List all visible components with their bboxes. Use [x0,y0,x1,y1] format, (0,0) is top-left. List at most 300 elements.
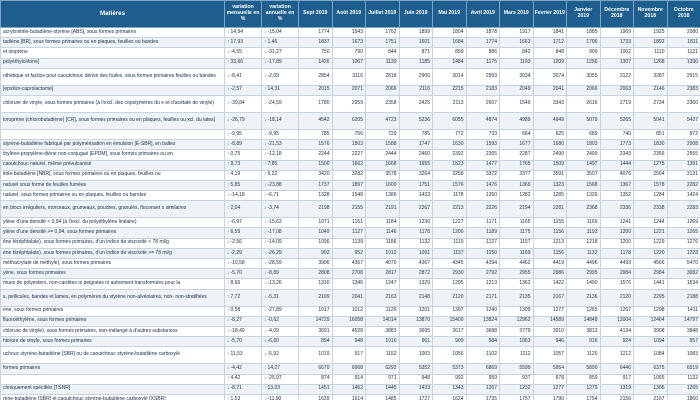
arrow-up-icon: ↑ [227,151,230,158]
monthly-value-cell: 1422 [533,279,567,289]
monthly-value-cell: 1680 [533,140,567,150]
monthly-value-cell: 1860 [667,394,700,400]
annual-variation-cell [262,374,299,384]
monthly-value-cell: 984 [466,337,500,347]
material-name-cell: ène téréphtalate), sous formes primaires, d'un indice de viscosité >= 78 ml/g [1,248,225,258]
arrow-down-icon: ↓ [227,337,230,344]
arrow-down-icon: ↓ [264,239,267,246]
monthly-value-cell: 4493 [600,259,634,269]
annual-variation-cell [262,326,299,336]
monthly-value-cell: 1132 [667,374,700,384]
monthly-variation-cell [225,218,262,228]
monthly-value-cell: 1578 [634,180,668,190]
monthly-value-cell: 1663 [500,38,534,48]
monthly-value-cell: 6519 [667,364,700,374]
monthly-value-cell: 1352 [600,191,634,201]
monthly-variation-value: -8,71 [230,385,242,392]
monthly-value-cell: 1230 [399,218,433,228]
monthly-value-cell: 937 [500,374,534,384]
monthly-variation-value: 4,19 [230,171,241,178]
annual-variation-value: -17,08 [267,229,282,236]
annual-variation-cell [262,279,299,289]
table-row[interactable] [1,337,700,347]
table-row[interactable] [1,58,700,68]
monthly-value-cell: 1543 [332,28,366,38]
monthly-value-cell: 3372 [466,170,500,180]
table-row[interactable] [1,259,700,269]
arrow-down-icon: ↓ [227,117,230,124]
table-row[interactable] [1,248,700,258]
table-row[interactable] [1,150,700,160]
monthly-value-cell: 1733 [600,38,634,48]
monthly-variation-cell [225,289,262,306]
material-name-cell: nthétique et factice pour caoutchouc dérivé des huiles, sous formes primaires feuilles ou bandes [1,68,225,85]
monthly-value-cell: 1003 [399,347,433,364]
monthly-variation-cell [225,150,262,160]
monthly-value-cell: 1282 [500,191,534,201]
arrow-down-icon: ↓ [264,249,267,256]
monthly-variation-value: 14,94 [230,28,244,35]
arrow-down-icon: ↓ [264,337,267,344]
monthly-value-cell: 1057 [533,347,567,364]
monthly-value-cell: 1774 [299,28,333,38]
monthly-value-cell: 1500 [299,160,333,170]
monthly-value-cell: 1150 [466,248,500,258]
table-row[interactable] [1,38,700,48]
annual-variation-cell [262,289,299,306]
monthly-value-cell: 1841 [533,28,567,38]
annual-variation-value: -4,09 [267,327,279,334]
monthly-value-cell: 1484 [433,58,467,68]
arrow-up-icon: ↑ [227,307,230,314]
monthly-variation-value: 0,58 [230,307,241,314]
annual-variation-cell [262,170,299,180]
monthly-value-cell: 2015 [299,85,333,95]
arrow-up-icon: ↑ [264,171,267,178]
monthly-value-cell: 2817 [366,269,400,279]
annual-variation-cell [262,140,299,150]
table-row[interactable] [1,129,700,139]
monthly-value-cell: 3507 [567,170,601,180]
monthly-value-cell: 4345 [433,259,467,269]
monthly-value-cell: 1121 [667,48,700,58]
monthly-value-cell: 664 [500,129,534,139]
monthly-variation-value: -4,42 [230,365,242,372]
arrow-up-icon: ↑ [264,38,267,45]
monthly-value-cell: 5079 [567,112,601,129]
monthly-variation-value: -2,56 [230,239,242,246]
monthly-value-cell: 844 [366,48,400,58]
monthly-value-cell: 909 [433,337,467,347]
monthly-value-cell: 2199 [299,289,333,306]
monthly-value-cell: 1433 [399,384,433,394]
monthly-value-cell: 1227 [433,218,467,228]
monthly-value-cell: 1444 [600,160,634,170]
annual-variation-value: -6,60 [267,337,279,344]
table-row[interactable] [1,95,700,112]
monthly-variation-value: -4,55 [230,49,242,56]
arrow-down-icon: ↓ [227,385,230,392]
monthly-variation-cell [225,112,262,129]
material-name-cell: chniquement spécifiés [TSNR] [1,384,225,394]
monthly-value-cell: 2444 [366,150,400,160]
table-row[interactable] [1,68,700,85]
arrow-down-icon: ↓ [264,218,267,225]
monthly-value-cell: 1067 [332,58,366,68]
annual-variation-value: -8,89 [267,269,279,276]
monthly-value-cell: 2198 [299,201,333,218]
arrow-up-icon: ↑ [227,229,230,236]
column-header-month[interactable]: Décembre 2018 [600,1,634,28]
annual-variation-cell [262,269,299,279]
monthly-value-cell: 2163 [366,289,400,306]
annual-variation-value: -17,89 [267,59,282,66]
monthly-value-cell: 2281 [533,201,567,218]
table-row[interactable] [1,289,700,306]
monthly-value-cell: 1002 [600,48,634,58]
monthly-value-cell: 1330 [299,279,333,289]
monthly-value-cell: 1593 [466,140,500,150]
monthly-value-cell: 2792 [466,269,500,279]
monthly-value-cell: 1350 [466,191,500,201]
monthly-value-cell: 2719 [600,95,634,112]
table-row[interactable] [1,384,700,394]
monthly-value-cell: 2872 [399,269,433,279]
monthly-value-cell: 1276 [667,238,700,248]
monthly-value-cell: 729 [366,129,400,139]
monthly-value-cell: 4989 [500,112,534,129]
monthly-value-cell: 1424 [667,191,700,201]
column-header-month[interactable]: Juin 2019 [399,1,433,28]
monthly-value-cell: 2071 [332,85,366,95]
monthly-value-cell: 3131 [667,170,700,180]
monthly-value-cell: 3617 [433,326,467,336]
column-header-month[interactable]: Juillet 2019 [366,1,400,28]
monthly-value-cell: 3591 [533,170,567,180]
table-row[interactable] [1,170,700,180]
table-row[interactable] [1,112,700,129]
annual-variation-cell [262,58,299,68]
monthly-value-cell: 1735 [466,394,500,400]
monthly-value-cell: 2734 [634,95,668,112]
monthly-value-cell: 2383 [667,85,700,95]
annual-variation-cell [262,38,299,48]
monthly-variation-value: 1,53 [230,395,241,400]
monthly-value-cell: 2295 [634,289,668,306]
monthly-value-cell: 2167 [634,394,668,400]
table-row[interactable] [1,238,700,248]
table-row[interactable] [1,160,700,170]
arrow-up-icon: ↑ [227,161,230,168]
annual-variation-value: -26,29 [267,249,282,256]
arrow-down-icon: ↓ [264,327,267,334]
monthly-value-cell: 1969 [600,28,634,38]
table-row[interactable] [1,364,700,374]
monthly-value-cell: 2080 [667,28,700,38]
material-name-cell: thylène-propylène-diène non-conjugué [EPDM], sous formes primaires ou en [1,150,225,160]
monthly-value-cell: 785 [299,129,333,139]
annual-variation-cell [262,337,299,347]
annual-variation-cell [262,150,299,160]
monthly-value-cell: 1837 [299,38,333,48]
monthly-value-cell: 1184 [366,218,400,228]
monthly-value-cell: 1165 [500,218,534,228]
monthly-value-cell: 1773 [600,140,634,150]
arrow-down-icon: ↓ [264,117,267,124]
material-name-cell: ène téréphtalate), sous formes primaires, d'un indice de viscosité < 78 ml/g [1,238,225,248]
column-header-month[interactable]: Sept 2019 [299,1,333,28]
monthly-value-cell: 1305 [634,384,668,394]
table-row[interactable] [1,316,700,326]
monthly-value-cell: 2336 [600,201,634,218]
monthly-value-cell: 5954 [533,364,567,374]
arrow-up-icon: ↑ [227,205,230,212]
table-row[interactable] [1,28,700,38]
monthly-value-cell: 6968 [332,364,366,374]
monthly-value-cell: 1445 [366,384,400,394]
annual-variation-cell [262,316,299,326]
table-row[interactable] [1,228,700,238]
column-header-month[interactable]: Octobre 2018 [667,1,700,28]
monthly-value-cell: 1256 [567,58,601,68]
monthly-value-cell: 1049 [299,228,333,238]
monthly-value-cell: 5373 [433,364,467,374]
monthly-value-cell: 1171 [466,218,500,228]
monthly-value-cell: 1129 [366,306,400,316]
monthly-value-cell: 1200 [600,238,634,248]
monthly-value-cell: 1534 [667,279,700,289]
material-name-cell: yène, sous formes primaires [1,269,225,279]
monthly-value-cell: 2041 [332,289,366,306]
monthly-value-cell: 2146 [634,85,668,95]
material-name-cell: mues de polyesters, non-cardées ni peignées ni autrement transformées pour la [1,279,225,289]
monthly-value-cell: 1639 [299,394,333,400]
table-row[interactable] [1,48,700,58]
monthly-value-cell: 1178 [600,248,634,258]
column-header-matieres[interactable]: Matières [1,1,225,28]
material-name-cell: polyéthylcétone] [1,58,225,68]
monthly-value-cell: 1754 [567,394,601,400]
monthly-value-cell: 3122 [600,68,634,85]
column-header-month[interactable]: Mai 2019 [433,1,467,28]
arrow-down-icon: ↓ [264,28,267,35]
column-header-variation-mensuelle[interactable]: variation mensuelle en % [225,1,262,28]
column-header-month[interactable]: Mars 2019 [500,1,534,28]
monthly-value-cell: 1091 [399,248,433,258]
arrow-down-icon: ↓ [264,307,267,314]
table-row[interactable] [1,326,700,336]
monthly-variation-cell [225,384,262,394]
monthly-value-cell: 3055 [567,68,601,85]
monthly-value-cell: 1662 [332,160,366,170]
table-row[interactable] [1,140,700,150]
material-name-cell: naturel, sous formes primaires ou en plaques, feuilles ou bandes [1,191,225,201]
table-row[interactable] [1,374,700,384]
monthly-value-cell: 1668 [366,160,400,170]
monthly-value-cell: 2213 [433,201,467,218]
monthly-variation-cell [225,228,262,238]
annual-variation-cell [262,85,299,95]
monthly-value-cell: 1568 [567,180,601,190]
monthly-value-cell: 3074 [533,68,567,85]
table-row[interactable] [1,85,700,95]
monthly-value-cell: 1917 [500,28,534,38]
monthly-value-cell: 14797 [667,316,700,326]
monthly-variation-value: -2,57 [230,86,242,93]
arrow-down-icon: ↓ [264,259,267,266]
monthly-value-cell: 1712 [533,38,567,48]
table-row[interactable] [1,347,700,364]
annual-variation-cell [262,191,299,201]
table-row[interactable] [1,394,700,400]
arrow-down-icon: ↓ [264,100,267,107]
monthly-value-cell: 948 [399,374,433,384]
annual-variation-value: -24,59 [267,100,282,107]
monthly-variation-cell [225,58,262,68]
monthly-value-cell: 3910 [533,326,567,336]
arrow-up-icon: ↑ [227,293,230,300]
monthly-value-cell: 2343 [600,150,634,160]
monthly-value-cell: 1614 [332,394,366,400]
material-name-cell: itrile-butadiène [NBR], sous formes primaires ou en plaques, feuilles ou [1,170,225,180]
monthly-value-cell: 16058 [332,316,366,326]
annual-variation-value: 14,31 [267,86,281,93]
monthly-value-cell: 1119 [433,238,467,248]
column-header-month[interactable]: Août 2019 [332,1,366,28]
monthly-value-cell: 2267 [399,201,433,218]
material-name-cell: naturel sous forme de feuilles fumées [1,180,225,190]
monthly-value-cell: 4367 [332,259,366,269]
arrow-down-icon: ↓ [227,28,230,35]
arrow-down-icon: ↓ [227,259,230,266]
monthly-value-cell: 2993 [466,68,500,85]
monthly-value-cell: 1213 [466,279,500,289]
table-row[interactable] [1,218,700,228]
monthly-variation-value: -2,29 [230,249,242,256]
monthly-value-cell: 2959 [332,95,366,112]
monthly-value-cell: 1112 [500,347,534,364]
annual-variation-cell [262,364,299,374]
monthly-value-cell: 1132 [399,238,433,248]
monthly-value-cell: 4566 [634,259,668,269]
monthly-variation-value: -8,27 [230,317,242,324]
table-row[interactable] [1,180,700,190]
monthly-value-cell: 1056 [433,347,467,364]
arrow-down-icon: ↓ [264,375,267,382]
monthly-value-cell: 1200 [600,228,634,238]
monthly-value-cell: 2708 [332,269,366,279]
monthly-value-cell: 1762 [366,28,400,38]
monthly-variation-value: 8,66 [230,280,241,287]
monthly-variation-value: -9,95 [230,130,242,137]
monthly-variation-value: 9,73 [230,161,241,168]
arrow-down-icon: ↓ [264,317,267,324]
monthly-value-cell: 2113 [433,95,467,112]
monthly-value-cell: 1232 [500,384,534,394]
monthly-value-cell: 1017 [299,306,333,316]
monthly-value-cell: 1065 [634,374,668,384]
column-header-month[interactable]: Novembre 2018 [634,1,668,28]
column-header-month[interactable]: Janvier 2019 [567,1,601,28]
material-name-cell: ène, sous formes primaires [1,306,225,316]
monthly-value-cell: 946 [533,337,567,347]
monthly-value-cell: 1803 [567,140,601,150]
arrow-up-icon: ↑ [227,280,230,287]
column-header-month[interactable]: Fevrier 2019 [533,1,567,28]
column-header-variation-annuelle[interactable]: variation annuelle en % [262,1,299,28]
table-row[interactable] [1,269,700,279]
monthly-value-cell: 2287 [500,150,534,160]
monthly-value-cell: 1152 [366,347,400,364]
monthly-value-cell: 1476 [466,180,500,190]
table-row[interactable] [1,201,700,218]
arrow-down-icon: ↓ [227,49,230,56]
monthly-value-cell: 3688 [466,326,500,336]
annual-variation-value: -3,74 [267,205,279,212]
arrow-down-icon: ↓ [227,327,230,334]
monthly-value-cell: 1549 [500,95,534,112]
monthly-value-cell: 1175 [500,228,534,238]
monthly-value-cell: 1655 [399,160,433,170]
monthly-variation-cell [225,347,262,364]
monthly-value-cell: 3848 [667,326,700,336]
table-row[interactable] [1,306,700,316]
monthly-value-cell: 1295 [433,279,467,289]
table-row[interactable] [1,191,700,201]
monthly-value-cell: 5041 [634,112,668,129]
monthly-value-cell: 1433 [399,191,433,201]
monthly-value-cell: 1071 [299,218,333,228]
monthly-value-cell: 1319 [600,384,634,394]
monthly-value-cell: 842 [500,48,534,58]
material-name-cell: méthacrylate de méthyle), sous formes primaires [1,259,225,269]
annual-variation-cell [262,160,299,170]
monthly-value-cell: 2915 [667,68,700,85]
annual-variation-value: -31,27 [267,49,282,56]
material-name-cell: ylène d'une densité >= 0,94, sous formes primaires [1,228,225,238]
monthly-variation-value: 33,66 [230,59,244,66]
monthly-value-cell: 625 [533,129,567,139]
monthly-variation-cell [225,259,262,269]
monthly-value-cell: 2226 [466,201,500,218]
monthly-value-cell: 2808 [299,269,333,279]
monthly-value-cell: 1012 [332,306,366,316]
table-row[interactable] [1,279,700,289]
monthly-value-cell: 1265 [567,306,601,316]
monthly-value-cell: 2063 [600,85,634,95]
annual-variation-cell [262,228,299,238]
monthly-value-cell: 959 [466,374,500,384]
monthly-value-cell: 6055 [433,112,467,129]
monthly-value-cell: 5352 [399,364,433,374]
monthly-value-cell: 6869 [466,364,500,374]
monthly-value-cell: 2564 [634,170,668,180]
monthly-value-cell: 1830 [634,140,668,150]
monthly-value-cell: 750 [299,48,333,58]
annual-variation-value: -5,92 [267,351,279,358]
monthly-value-cell: 957 [667,337,700,347]
monthly-value-cell: 1212 [600,347,634,364]
arrow-down-icon: ↓ [227,100,230,107]
arrow-down-icon: ↓ [264,191,267,198]
monthly-value-cell: 1369 [500,180,534,190]
monthly-value-cell: 1576 [433,180,467,190]
monthly-value-cell: 2358 [366,95,400,112]
material-name-cell: acrylonitrile-butadiène-styrène [ABS], sous formes primaires [1,28,225,38]
column-header-month[interactable]: Avril 2019 [466,1,500,28]
monthly-value-cell: 4070 [366,259,400,269]
monthly-value-cell: 1677 [500,140,534,150]
